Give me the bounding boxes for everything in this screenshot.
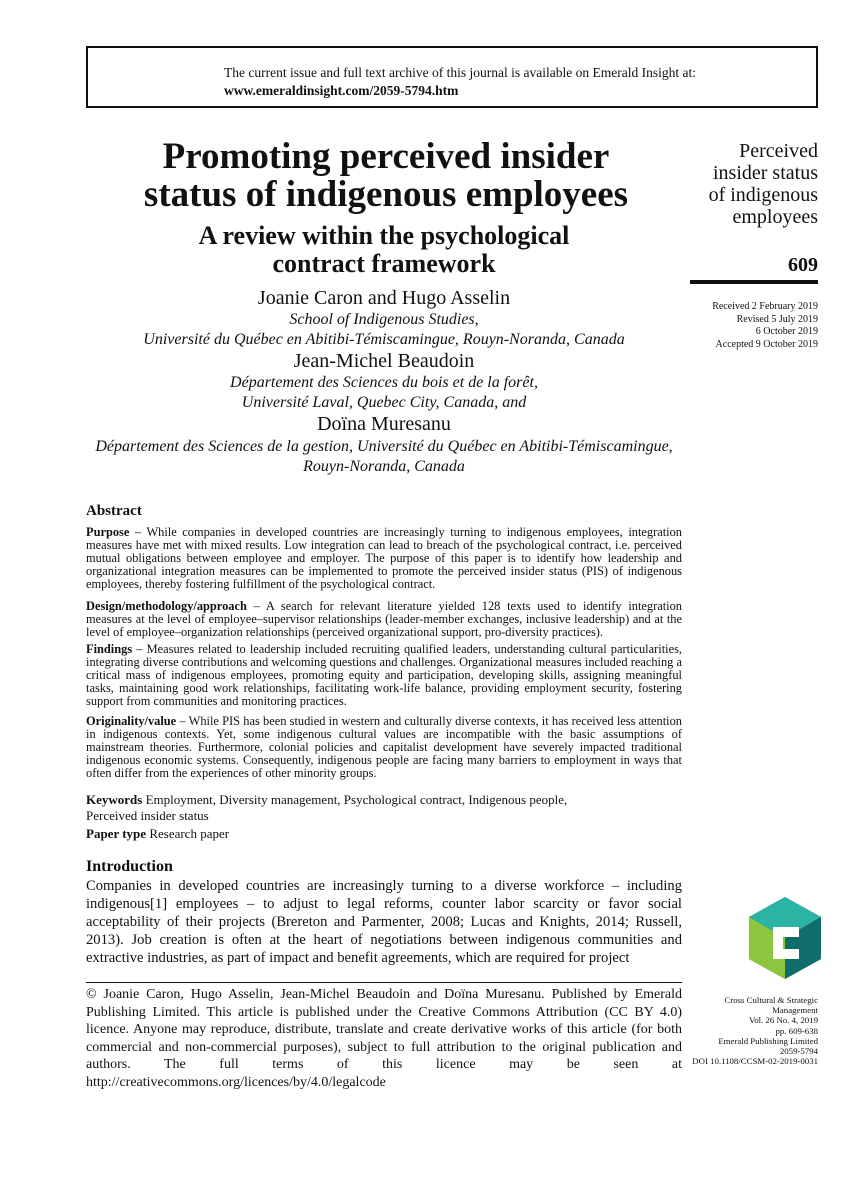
findings-text: – Measures related to leadership included recruiting qualified leaders, understanding cultural particularities, integrating diverse contributions and welcoming questions and challenges. Organizational measures included reaching a critical mass of indigenous employees, promoting equity and participation, developing skills, assigning meaningful tasks, maintaining good work relationships, facilitating work-life balance, providing employment security, fostering support from communities and monitoring practices. <box>86 642 682 708</box>
copyright-notice: © Joanie Caron, Hugo Asselin, Jean-Michel Beaudoin and Doïna Muresanu. Published by Emerald Publishing Limited. This article is published under the Creative Commons Attribution (CC BY 4.0) licence. Anyone may reproduce, distribute, translate and create derivative works of this article (for both commercial and non-commercial purposes), subject to full attribution to the original publication and authors. The full terms of this licence may be seen at http://creativecommons.org/licences/by/4.0/legalcode <box>86 987 682 1090</box>
introduction-heading: Introduction <box>86 858 173 875</box>
running-title <box>690 140 818 228</box>
author-affiliation <box>86 373 682 413</box>
date-revised: 6 October 2019 <box>755 326 818 337</box>
article-dates <box>690 301 818 351</box>
originality-label: Originality/value <box>86 714 177 728</box>
margin-divider <box>690 280 818 284</box>
article-subtitle <box>86 222 682 278</box>
journal-logo <box>749 897 821 984</box>
banner-text: The current issue and full text archive of this journal is available on Emerald Insight at: <box>224 65 696 80</box>
running-title-line: of indigenous <box>708 184 818 206</box>
subtitle-line: contract framework <box>272 249 496 278</box>
author-names: Jean-Michel Beaudoin <box>293 350 475 372</box>
purpose-label: Purpose <box>86 525 130 539</box>
keywords <box>86 792 682 824</box>
journal-info <box>690 995 818 1066</box>
journal-name: Cross Cultural & Strategic <box>724 995 818 1005</box>
abstract-originality <box>86 715 682 780</box>
title-line: status of indigenous employees <box>143 174 629 215</box>
doi[interactable]: DOI 10.1108/CCSM-02-2019-0031 <box>692 1056 818 1067</box>
affiliation-line: School of Indigenous Studies, <box>289 311 479 328</box>
affiliation-line: Université Laval, Quebec City, Canada, and <box>241 394 527 411</box>
running-title-line: Perceived <box>739 140 818 162</box>
running-title-line: employees <box>732 206 818 228</box>
keywords-text: Perceived insider status <box>86 808 209 823</box>
affiliation-line: Département des Sciences de la gestion, Université du Québec en Abitibi-Témiscamingue, <box>95 438 673 455</box>
abstract-purpose <box>86 526 682 591</box>
paper-type <box>86 826 682 842</box>
journal-pages: pp. 609-638 <box>775 1025 818 1036</box>
affiliation-line: Université du Québec en Abitibi-Témiscamingue, Rouyn-Noranda, Canada <box>143 331 625 348</box>
author-names: Joanie Caron and Hugo Asselin <box>257 287 511 309</box>
publisher: Emerald Publishing Limited <box>718 1035 818 1046</box>
paper-type-label: Paper type <box>86 826 147 841</box>
article-title <box>86 138 686 214</box>
journal-url-link[interactable]: www.emeraldinsight.com/2059-5794.htm <box>224 83 459 98</box>
keywords-label: Keywords <box>86 792 143 807</box>
design-text: – A search for relevant literature yielded 128 texts used to identify integration measures at the level of employee–supervisor relationships (leader-member exchanges, inclusive leadership) and at the level of employee–organization relationships (perceived organizational support, pro-diversity practices). <box>86 599 682 639</box>
journal-volume: Vol. 26 No. 4, 2019 <box>749 1015 818 1026</box>
title-line: Promoting perceived insider <box>162 136 610 177</box>
abstract-heading: Abstract <box>86 503 142 519</box>
originality-text: – While PIS has been studied in western and culturally diverse contexts, it has received less attention in indigenous contexts. Yet, some indigenous cultural values are incompatible with the basic assumptions of mainstream theories. Furthermore, colonial policies and capitalist development have severely impacted traditional indigenous economic systems. Consequently, indigenous people are facing many barriers to employment in ways that often differ from the experiences of other minority groups. <box>86 714 682 780</box>
journal-availability-banner <box>86 46 818 108</box>
page-number: 609 <box>788 254 818 276</box>
footnote-divider <box>86 982 682 983</box>
author-affiliation <box>86 437 682 477</box>
author-affiliation <box>86 310 682 350</box>
date-accepted: Accepted 9 October 2019 <box>715 338 818 350</box>
affiliation-line: Rouyn-Noranda, Canada <box>303 458 465 475</box>
subtitle-line: A review within the psychological <box>198 221 570 250</box>
design-label: Design/methodology/approach <box>86 599 247 613</box>
journal-name: Management <box>772 1005 818 1016</box>
purpose-text: – While companies in developed countries are increasingly turning to indigenous employees, integration measures have met with mixed results. Low integration can lead to breach of the psychological contract, i.e. perceived mutual obligations between employee and employer. The purpose of this paper is to identify how leadership and organizational integration measures can be implemented to promote the perceived insider status (PIS) of indigenous employees, thereby fostering fulfillment of the psychological contract. <box>86 525 682 591</box>
running-title-line: insider status <box>713 162 818 184</box>
abstract-design <box>86 600 682 639</box>
paper-type-text: Research paper <box>146 826 230 841</box>
affiliation-line: Département des Sciences du bois et de la forêt, <box>230 374 538 391</box>
abstract-findings <box>86 643 682 708</box>
author-names: Doïna Muresanu <box>317 413 451 435</box>
findings-label: Findings <box>86 642 133 656</box>
introduction-text: Companies in developed countries are increasingly turning to a diverse workforce – including indigenous[1] employees – to adjust to legal reforms, counter labor scarcity or favor social acceptability of their projects (Brereton and Parmenter, 2008; Lucas and Knights, 2014; Russell, 2013). Job creation is often at the heart of negotiations between indigenous communities and extractive industries, as part of impact and benefit agreements, which are required for project <box>86 878 682 966</box>
keywords-text: Employment, Diversity management, Psychological contract, Indigenous people, <box>142 792 568 807</box>
date-received: Received 2 February 2019 <box>712 301 818 312</box>
date-revised: Revised 5 July 2019 <box>736 313 818 325</box>
issn: 2059-5794 <box>779 1046 818 1057</box>
